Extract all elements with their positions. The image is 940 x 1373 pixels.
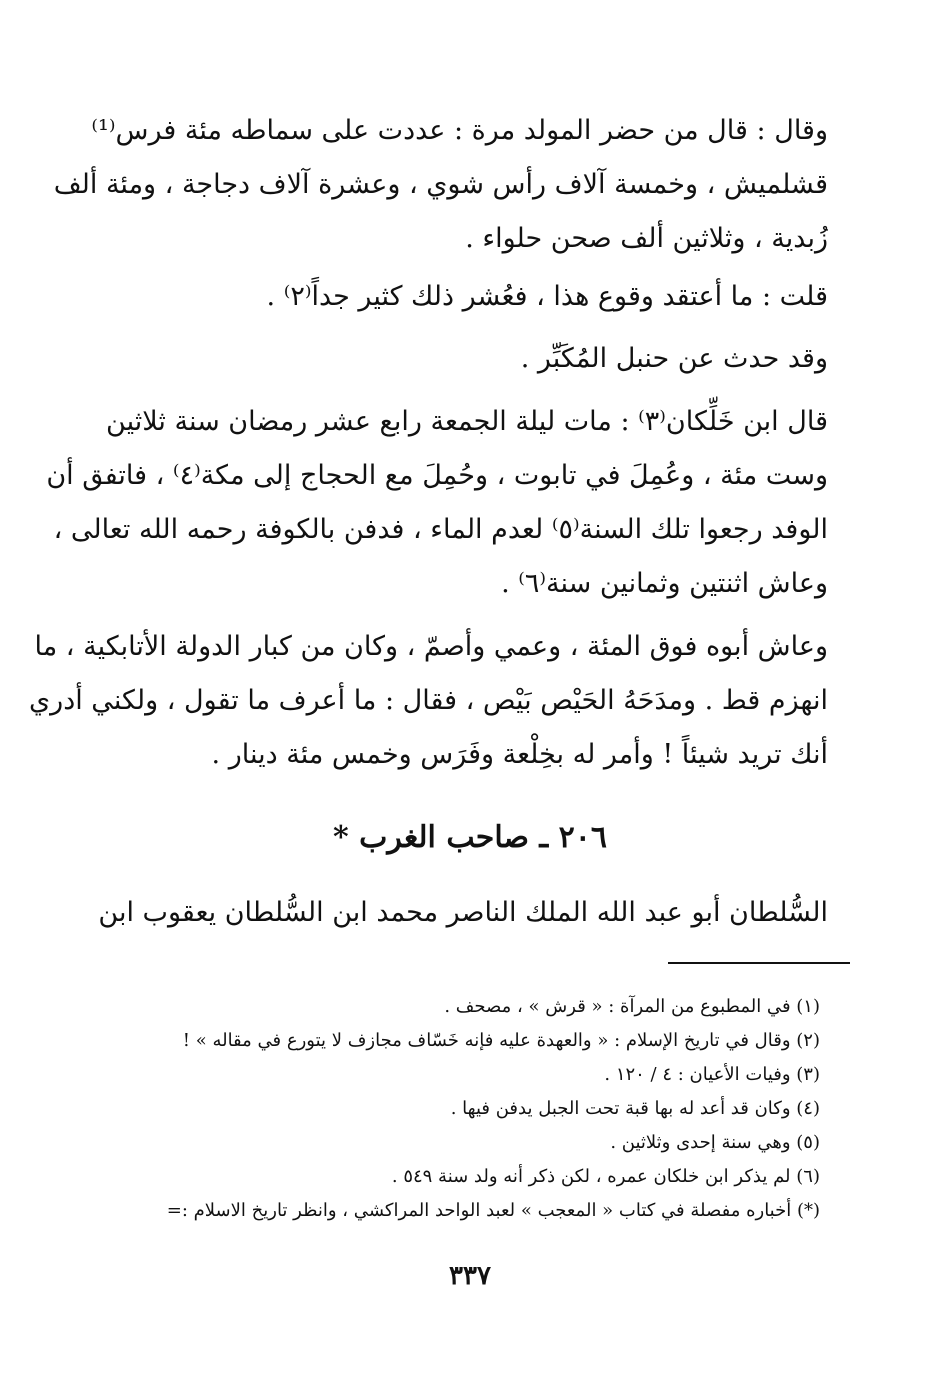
text-line: السُّلطان أبو عبد الله الملك الناصر محمد ابن السُّلطان يعقوب ابن — [98, 897, 828, 928]
footnote: (١) في المطبوع من المرآة : « قرش » ، مصحف . — [444, 996, 820, 1017]
footnote: (٤) وكان قد أعد له بها قبة تحت الجبل يدفن فيها . — [450, 1098, 820, 1119]
section-intro — [98, 886, 828, 940]
text-line: وقال : قال من حضر المولد مرة : عددت على سماطه مئة فرس⁽¹⁾ — [91, 115, 828, 146]
footnotes — [140, 990, 820, 1228]
paragraph-comment — [196, 270, 828, 324]
footnote-divider — [668, 962, 850, 964]
paragraph-death — [46, 395, 828, 611]
footnote: (*) أخباره مفصلة في كتاب « المعجب » لعبد الواحد المراكشي ، وانظر تاريخ الاسلام := — [166, 1200, 820, 1221]
text-line: وعاش اثنتين وثمانين سنة⁽٦⁾ . — [501, 568, 828, 599]
section-title: ٢٠٦ ـ صاحب الغرب * — [333, 820, 607, 855]
footnote: (٣) وفيات الأعيان : ٤ / ١٢٠ . — [604, 1064, 820, 1085]
text-line: انهزم قط . ومدَحَهُ الحَيْص بَيْص ، فقال : ما أعرف ما تقول ، ولكني أدري — [29, 685, 828, 716]
page-number: ٣٣٧ — [449, 1261, 491, 1291]
text-line: الوفد رجعوا تلك السنة⁽٥⁾ لعدم الماء ، فدفن بالكوفة رحمه الله تعالى ، — [53, 514, 828, 545]
text-line: قلت : ما أعتقد وقوع هذا ، فعُشر ذلك كثير جداً⁽٢⁾ . — [266, 281, 828, 312]
text-line: وعاش أبوه فوق المئة ، وعمي وأصمّ ، وكان من كبار الدولة الأتابكية ، ما — [34, 631, 828, 662]
text-line: قشلميش ، وخمسة آلاف رأس شوي ، وعشرة آلاف دجاجة ، ومئة ألف — [53, 169, 828, 200]
text-line: أنك تريد شيئاً ! وأمر له بخِلْعة وفَرَس وخمس مئة دينار . — [211, 739, 828, 770]
paragraph-father — [29, 620, 828, 782]
paragraph-banquet — [53, 104, 828, 266]
text-line: وست مئة ، وعُمِلَ في تابوت ، وحُمِلَ مع الحجاج إلى مكة⁽٤⁾ ، فاتفق أن — [46, 460, 828, 491]
text-line: زُبدية ، وثلاثين ألف صحن حلواء . — [465, 223, 828, 254]
text-line: قال ابن خَلِّكان⁽٣⁾ : مات ليلة الجمعة رابع عشر رمضان سنة ثلاثين — [106, 406, 828, 437]
footnote: (٥) وهي سنة إحدى وثلاثين . — [610, 1132, 820, 1153]
text-line: وقد حدث عن حنبل المُكَبِّر . — [520, 343, 828, 374]
footnote: (٦) لم يذكر ابن خلكان عمره ، لكن ذكر أنه ولد سنة ٥٤٩ . — [391, 1166, 820, 1187]
footnote: (٢) وقال في تاريخ الإسلام : « والعهدة عليه فإنه خَسّاف مجازف لا يتورع في مقاله » ! — [182, 1030, 820, 1051]
paragraph-hanbal — [196, 332, 828, 386]
